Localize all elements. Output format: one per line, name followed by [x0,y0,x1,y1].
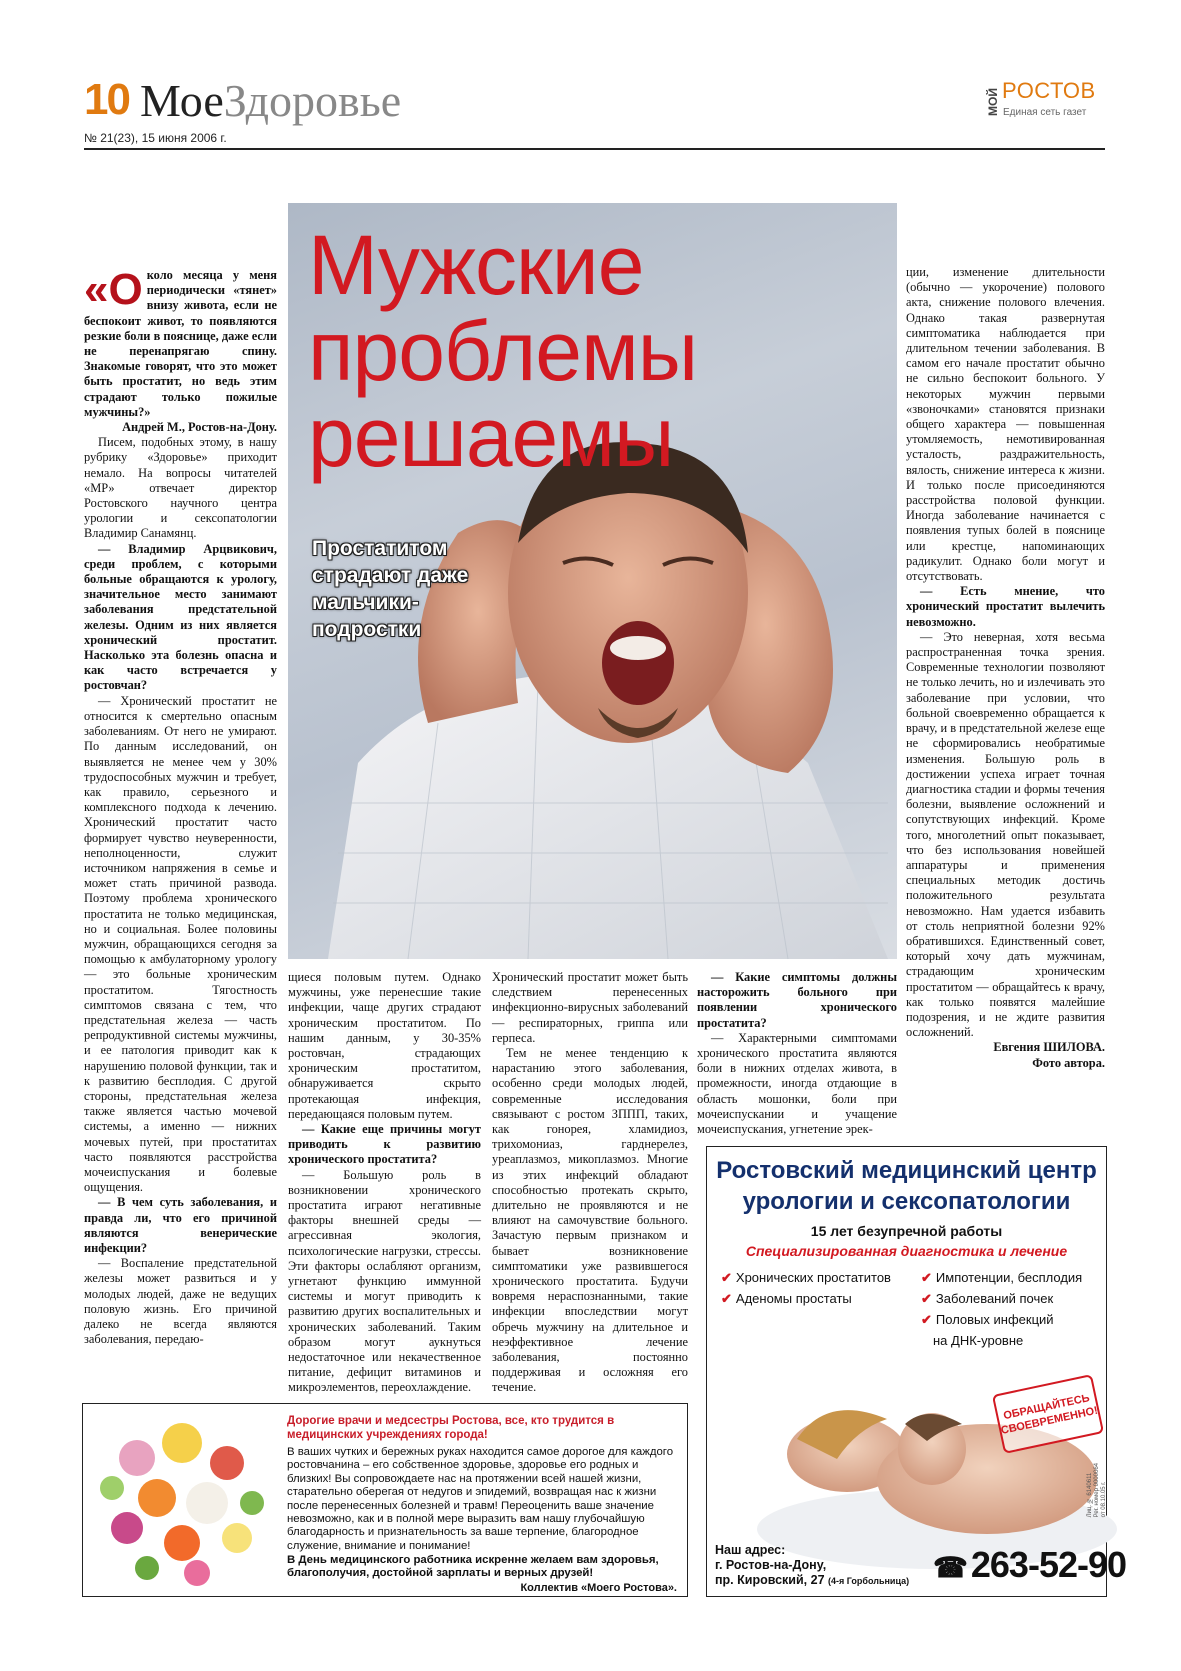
newspaper-logo [986,80,1106,125]
interview-question: — Есть мнение, что хронический простатит вылечить невозможно. [906,584,1105,629]
reader-letter-text: коло месяца у меня периодически «тянет» внизу живота, если не беспокоит живот, то появляются резкие боли в пояснице, даже если не перенапрягаю спину. Знакомые говорят, что это может быть простатит, но ведь этим страдают только пожилые мужчины?» [84,268,277,419]
checkmark-icon: ✔ [721,1291,732,1306]
services-list-right [921,1267,1082,1351]
dropcap: «О [84,265,143,314]
paragraph: Тем не менее тенденцию к нарастанию этого заболевания, особенно среди молодых людей, современные исследования связывают с ростом ЗППП, таких, как гонорея, хламидиоз, трихомониаз, гарднерелез, уреаплазмоз, микоплазмоз. Многие из этих инфекций обладают способностью протекать скрыто, длительно не проявляются и не влияют на самочувствие больного. Зачастую первым признаком и бывает возникновение симптоматики уже развившегося хронического простатита. Будучи вовремя нераспознанными, такие инфекции впоследствии могут обречь мужчину на длительное и неэффективное лечение заболевания, постоянно поддерживая и осложняя его течение. [492,1046,688,1395]
clinic-title-line-2: урологии и сексопатологии [742,1188,1071,1215]
paragraph: Писем, подобных этому, в нашу рубрику «Здоровье» приходит немало. На вопросы читателей «МР» отвечает директор Ростовского научного центра урологии и сексопатологии Владимир Санамянц. [84,435,277,541]
phone-number: 263-52-90 [970,1544,1127,1585]
logo-moi: МОЙ [986,88,1000,116]
reader-letter [84,265,277,420]
section-title-a: Мое [140,75,224,126]
service-item: ✔ Хронических простатитов [721,1270,891,1285]
article-column-3 [492,970,688,1395]
clinic-ad [706,1146,1127,1597]
stamp-badge: ОБРАЩАЙТЕСЬ СВОЕВРЕМЕННО! [992,1374,1104,1454]
interview-question: — В чем суть заболевания, и правда ли, что его причиной являются венерические инфекции? [84,1195,277,1255]
paragraph: — Характерными симптомами хронического простатита являются боли в нижних отделах живота, в промежности, иногда отдающие в область мошонки, боли при мочеиспускании и учащение мочеиспускания, угнетение эрек- [697,1030,897,1137]
clinic-specialization: Специализированная диагностика и лечение [745,1243,1068,1259]
service-item: ✔ Половых инфекций [921,1312,1054,1327]
greeting-heading: Дорогие врачи и медсестры Ростова, все, кто трудится в медицинских учреждениях города! [287,1415,615,1441]
page-number: 10 [84,75,129,124]
license-info: Лиц. № 6140611 Рег. номер 0000064 от 08.10.05 г. [1087,1463,1107,1518]
paragraph: щиеся половым путем. Однако мужчины, уже перенесшие такие инфекции, чаще других страдают хроническим простатитом. По нашим данным, у 30-35% ростовчан, страдающих хроническим простатитом, обнаруживается скрыто протекающая инфекция, передающаяся половым путем. [288,970,481,1121]
article-column-2 [288,970,481,1395]
article-column-4 [697,970,897,1135]
issue-line: № 21(23), 15 июня 2006 г. [84,131,227,145]
paragraph: — Большую роль в возникновении хронического простатита играют негативные факторы внешней среды — агрессивная экология, психологические нагрузки, стрессы. Эти факторы ослабляют организм, угнетают функцию иммунной системы и могут приводить к развитию других воспалительных и хронических заболеваний. Таким образом могут аукнуться недостаточное или некачественное питание, дефицит витаминов и микроэлементов, переохлаждение. [288,1167,481,1395]
section-title [140,75,402,126]
clinic-address: Наш адрес: г. Ростов-на-Дону, пр. Кировский, 27 (4-я Горбольница) [715,1543,910,1587]
interview-question: — Какие симптомы должны насторожить больного при появлении хронического простатита? [697,970,897,1030]
logo-rostov: РОСТОВ [1002,78,1096,103]
services-list-left [721,1267,891,1309]
paragraph: Хронический простатит может быть следствием перенесенных инфекционно-вирусных заболеваний — респираторных, гриппа или герпеса. [492,970,688,1045]
logo-tagline: Единая сеть газет [1003,107,1087,118]
clinic-title-line-1: Ростовский медицинский центр [716,1157,1097,1184]
checkmark-icon: ✔ [921,1312,932,1327]
checkmark-icon: ✔ [721,1270,732,1285]
reader-signature: Андрей М., Ростов-на-Дону. [122,420,277,435]
author-byline: Евгения ШИЛОВА. [993,1040,1105,1055]
service-item: ✔ Аденомы простаты [721,1291,852,1306]
paragraph: ции, изменение длительности (обычно — укорочение) полового акта, снижение полового влечения. Однако такая развернутая симптоматика наблюдается при длительном течении заболевания. В самом его начале простатит обычно не сильно беспокоит больного. У некоторых мужчин первыми «звоночками» становятся признаки общего характера — повышенная утомляемость, немотивированная усталость, раздражительность, вялость, снижение интереса к жизни. И только после присоединяются расстройства половой функции. Иногда заболевание начинается с появления тупых болей в пояснице или крестце, напоминающих радикулит. Однако боли могут и отсутствовать. [906,265,1105,584]
service-item: на ДНК-уровне [933,1333,1024,1348]
checkmark-icon: ✔ [921,1270,932,1285]
flower-bouquet-image [87,1408,277,1592]
article-subheadline: Простатитом страдают даже мальчики- подростки [312,537,469,641]
paragraph: — Воспаление предстательной железы может развиться и у молодых людей, даже не ведущих половую жизнь. Его причиной далеко не всегда являются заболевания, передаю- [84,1256,277,1347]
paragraph: — Хронический простатит не относится к смертельно опасным заболеваниям. От него не умирают. По данным исследований, он выявляется не менее чем у 30% трудоспособных мужчин и требует, как правило, серьезного и комплексного подхода к лечению. Хронический простатит часто формирует чувство неуверенности, неполноценности, служит источником напряжения в семье и может стать причиной развода. Поэтому проблема хронического простатита не только медицинская, но и социальная. Более половины мужчин, обращающихся сегодня за помощью к амбулаторному урологу — это больные хроническим простатитом. Тягостность симптомов связана с тем, что предстательная железа — часть репродуктивной системы мужчины, и ее патология приводит как к нарушению половой функции, так и к развитию бесплодия. С другой стороны, предстательная железа также является частью мочевой системы, а именно — нижних мочевых путей, при простатитах часто появляются расстройства мочеиспускания и болевые ощущения. [84,693,277,1195]
clinic-years: 15 лет безупречной работы [810,1223,1003,1239]
service-item: ✔ Импотенции, бесплодия [921,1270,1083,1285]
photo-credit: Фото автора. [1032,1055,1105,1070]
greeting-signature: Коллектив «Моего Ростова». [520,1582,677,1594]
phone-icon: ☎ [933,1552,967,1583]
section-title-b: Здоровье [223,75,402,126]
article-column-5 [906,265,1105,1135]
service-item: ✔ Заболеваний почек [921,1291,1054,1306]
interview-question: — Какие еще причины могут приводить к развитию хронического простатита? [288,1122,481,1167]
clinic-title [707,1155,1106,1217]
article-column-1 [84,265,277,1388]
header-divider [84,148,1105,150]
clinic-phone [933,1545,1126,1588]
greeting-body: В ваших чутких и бережных руках находится самое дорогое для каждого ростовчанина – его собственное здоровье, здоровье его родных и близких! Вы сопровождаете нас на протяжении всей нашей жизни, старательно оберегая от недугов и эпидемий, возвращая нас к жизни после перенесенных болезней и травм! Переоценить ваше значение невозможно, как и в полной мере выразить вам нашу глубочайшую благодарность и признательность за ваше терпение, благородное служение, внимание и понимание! [287,1446,674,1552]
greeting-closing: В День медицинского работника искренне желаем вам здоровья, благополучия, достойной зарплаты и верных друзей! [287,1554,659,1580]
paragraph: — Это неверная, хотя весьма распространенная точка зрения. Современные технологии позволяют не только лечить, но и излечивать это заболевание при условии, что больной своевременно обращается к врачу, и в предстательной железе еще не сформировались необратимые изменения. Большую роль в достижении успеха играет точная диагностика стадии и формы течения болезни, выявление осложнений и сопутствующих инфекций. Кроме того, многолетний опыт показывает, что без использования новейшей аппаратуры и применения специальных методик достичь положительного результата невозможно. Нам удается избавить от столь неприятной болезни 92% обратившихся. Единственный совет, который хочу дать мужчинам, страдающим хроническим простатитом — обращайтесь к врачу, как только появятся малейшие подозрения, и не ждите развития осложнений. [906,629,1105,1040]
article-headline: Мужские проблемы решаемы [308,218,698,484]
medical-day-greeting-ad [82,1403,688,1597]
interview-question: — Владимир Арцвикович, среди проблем, с которыми больные обращаются к урологу, значительное место занимают заболевания предстательной железы. Одним из них является хронический простатит. Насколько эта болезнь опасна и как часто встречается у ростовчан? [84,541,277,693]
checkmark-icon: ✔ [921,1291,932,1306]
